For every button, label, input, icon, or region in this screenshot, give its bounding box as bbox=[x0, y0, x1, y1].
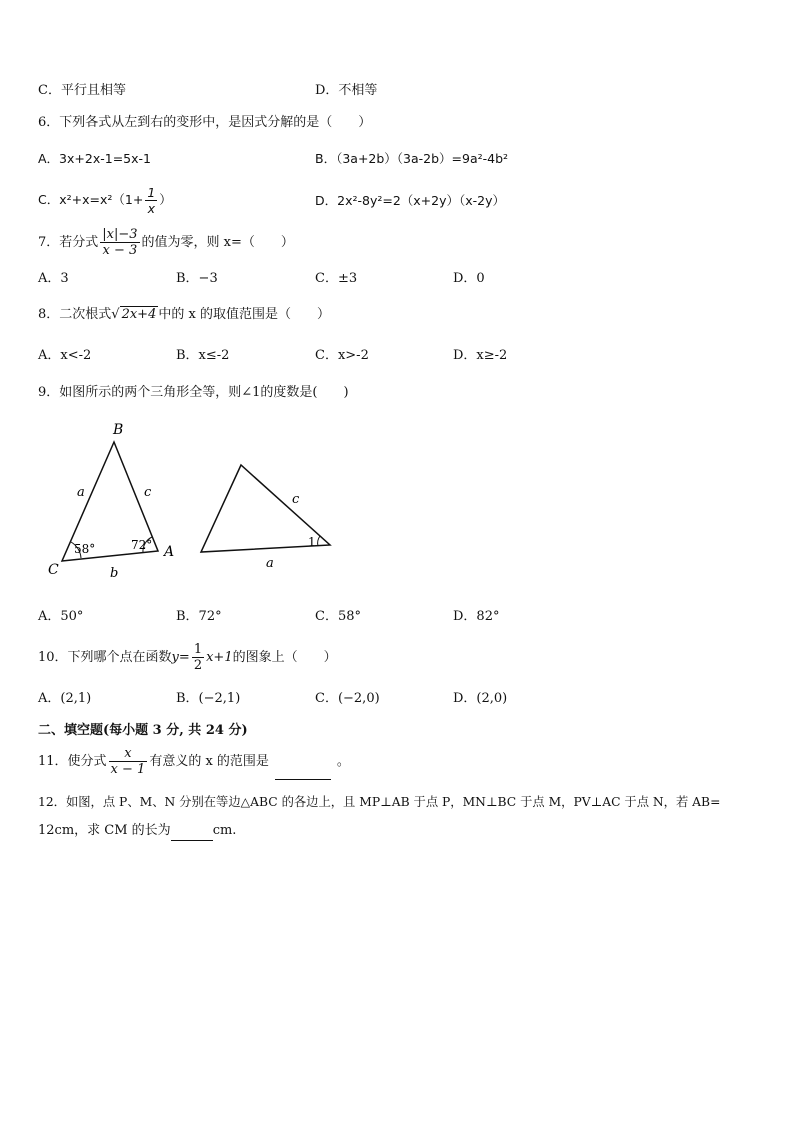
label-C: C bbox=[48, 562, 59, 578]
q6-c-denominator: x bbox=[147, 201, 155, 216]
label-c-right: c bbox=[292, 492, 300, 507]
q10-stem bbox=[38, 641, 337, 675]
q10-y: y bbox=[171, 650, 179, 665]
label-a: a bbox=[77, 485, 85, 500]
q9-option-d: D．82° bbox=[453, 609, 500, 624]
q5-option-c: C．平行且相等 bbox=[38, 83, 126, 98]
angle-a-value: 72° bbox=[131, 538, 153, 552]
angle-c-value: 58° bbox=[74, 542, 96, 556]
q6-option-d: D．2x²-8y²=2（x+2y）（x-2y） bbox=[315, 193, 506, 208]
label-angle-1: 1 bbox=[308, 535, 316, 549]
q11-answer-blank[interactable] bbox=[275, 745, 331, 780]
q12-line2-prefix: 12cm，求 CM 的长为 bbox=[38, 823, 171, 838]
q6-option-c bbox=[38, 183, 172, 217]
q7-stem bbox=[38, 226, 294, 260]
q8-option-c: C．x>-2 bbox=[315, 348, 369, 363]
q10-option-c: C．(−2,0) bbox=[315, 691, 380, 706]
q8-prefix: 8．二次根式 bbox=[38, 307, 112, 322]
angle-1-arc bbox=[318, 536, 320, 546]
q5-option-d: D．不相等 bbox=[315, 83, 378, 98]
section-2-heading: 二、填空题(每小题 3 分, 共 24 分) bbox=[38, 723, 248, 738]
label-b: b bbox=[110, 566, 119, 581]
q12-line-2 bbox=[38, 822, 236, 841]
q8-option-d: D．x≥-2 bbox=[453, 348, 508, 363]
q7-option-b: B．−3 bbox=[176, 271, 218, 286]
q9-option-c: C．58° bbox=[315, 609, 361, 624]
q6-c-suffix: ） bbox=[159, 192, 172, 207]
q10-option-b: B．(−2,1) bbox=[176, 691, 241, 706]
q6-c-numerator: 1 bbox=[147, 185, 156, 200]
q11-end: 。 bbox=[336, 754, 350, 769]
q10-fraction bbox=[192, 642, 204, 673]
sqrt-icon: √ bbox=[111, 307, 120, 322]
q8-option-a: A．x<-2 bbox=[38, 348, 92, 363]
q8-suffix: 中的 x 的取值范围是（ ） bbox=[158, 307, 330, 322]
q8-radicand: 2x+4 bbox=[121, 307, 157, 322]
q10-option-d: D．(2,0) bbox=[453, 691, 508, 706]
label-c: c bbox=[144, 485, 152, 500]
q6-option-b: B．（3a+2b）（3a-2b）=9a²-4b² bbox=[315, 151, 509, 166]
q6-stem: 6．下列各式从左到右的变形中，是因式分解的是（ ） bbox=[38, 115, 372, 130]
q12-line-1: 12．如图，点 P、M、N 分别在等边△ABC 的各边上，且 MP⊥AB 于点 P，MN⊥BC 于点 M，PV⊥AC 于点 N，若 AB= bbox=[38, 795, 721, 809]
q12-answer-blank[interactable] bbox=[171, 822, 213, 841]
q10-rest: x+1 bbox=[206, 650, 233, 665]
label-B: B bbox=[113, 422, 124, 438]
q9-triangles-figure bbox=[40, 418, 400, 588]
q11-suffix: 有意义的 x 的范围是 bbox=[149, 754, 269, 769]
q11-numerator: x bbox=[109, 746, 148, 762]
q11-stem bbox=[38, 745, 350, 780]
q10-eq: = bbox=[178, 650, 190, 665]
label-a-right: a bbox=[266, 556, 274, 571]
q7-numerator: |x|−3 bbox=[102, 227, 138, 242]
q10-suffix: 的图象上（ ） bbox=[232, 650, 337, 665]
q11-denominator: x − 1 bbox=[110, 762, 146, 777]
q6-option-a: A．3x+2x-1=5x-1 bbox=[38, 151, 151, 166]
q12-line2-suffix: cm. bbox=[212, 823, 237, 838]
q6-c-fraction bbox=[145, 185, 157, 216]
q9-stem: 9．如图所示的两个三角形全等，则∠1的度数是( ) bbox=[38, 385, 349, 400]
q7-prefix: 7．若分式 bbox=[38, 235, 99, 250]
q9-option-b: B．72° bbox=[176, 609, 222, 624]
q7-fraction bbox=[100, 227, 139, 258]
q8-stem bbox=[38, 306, 330, 324]
q10-numerator: 1 bbox=[193, 642, 203, 657]
q10-denominator: 2 bbox=[193, 658, 203, 673]
q9-option-a: A．50° bbox=[38, 609, 84, 624]
q6-c-prefix: C．x²+x=x²（1+ bbox=[38, 192, 144, 207]
q10-prefix: 10．下列哪个点在函数 bbox=[38, 650, 172, 665]
q10-option-a: A．(2,1) bbox=[38, 691, 92, 706]
q11-fraction bbox=[109, 746, 148, 777]
q7-denominator: x − 3 bbox=[102, 243, 138, 258]
q7-suffix: 的值为零，则 x=（ ） bbox=[141, 235, 294, 250]
q8-option-b: B．x≤-2 bbox=[176, 348, 230, 363]
q7-option-a: A．3 bbox=[38, 271, 69, 286]
q7-option-c: C．±3 bbox=[315, 271, 358, 286]
q7-option-d: D．0 bbox=[453, 271, 485, 286]
label-A: A bbox=[164, 544, 175, 560]
q11-prefix: 11．使分式 bbox=[38, 754, 107, 769]
